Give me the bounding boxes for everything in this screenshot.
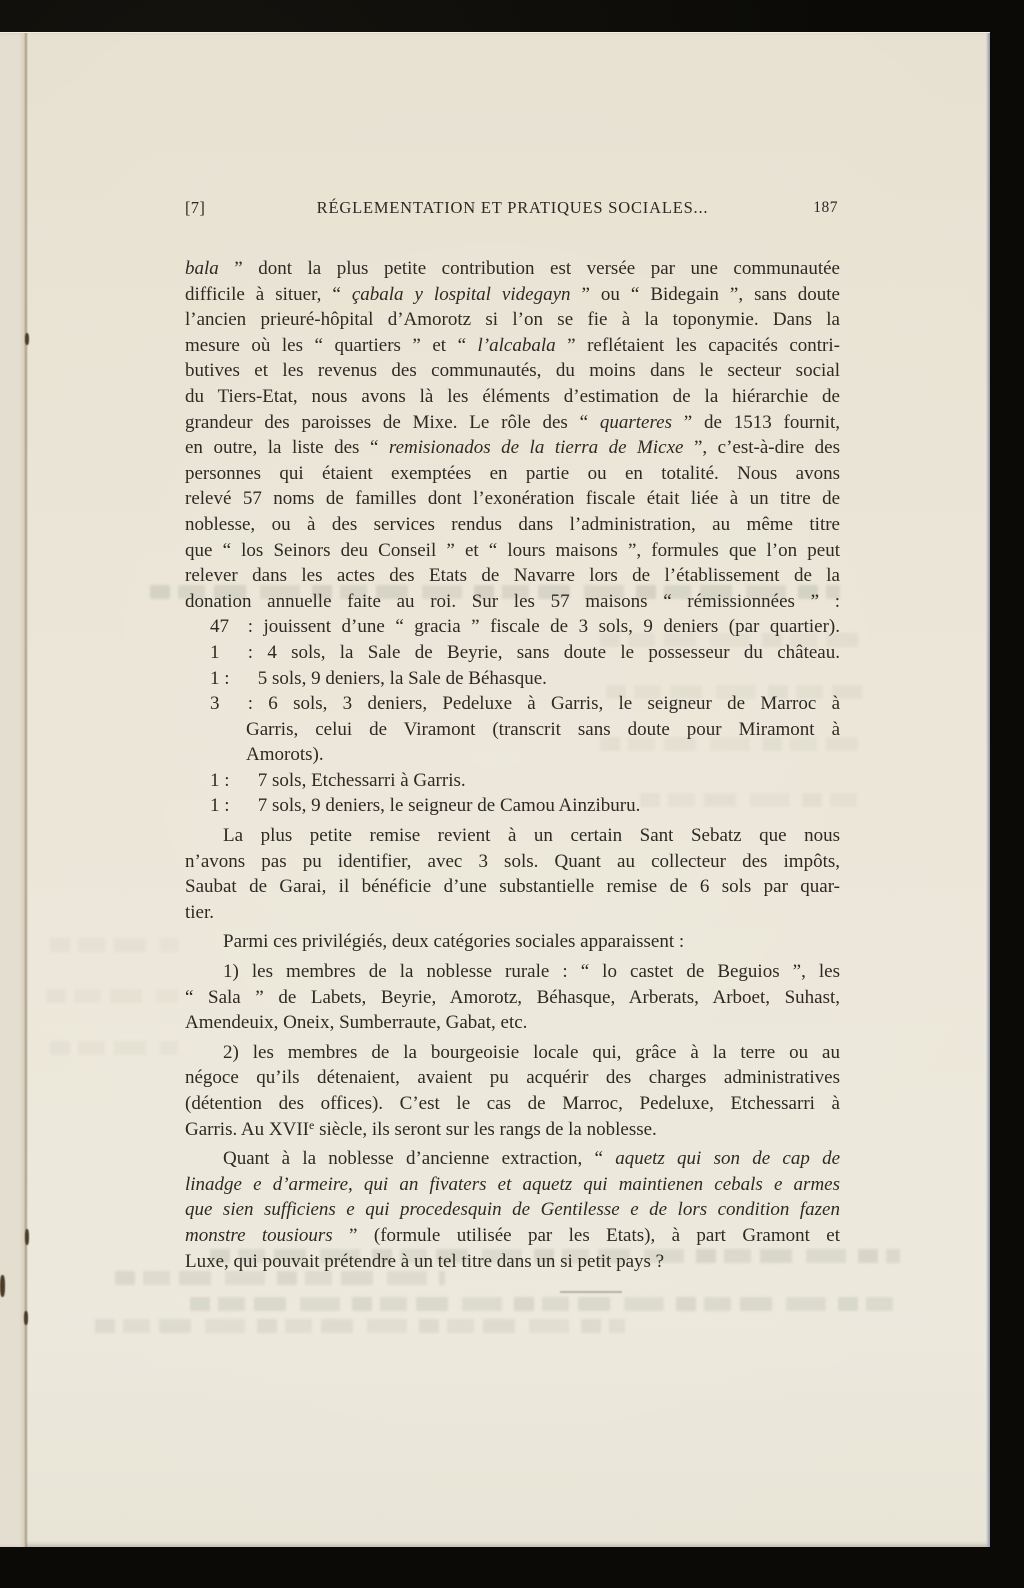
text-segment: butives et les revenus des communautés, du moins dans le secteur social	[185, 360, 840, 382]
text-line	[185, 1249, 840, 1275]
text-segment: Garris. Au XVII	[185, 1118, 310, 1140]
text-segment: jouissent d’une “ gracia ” fiscale de 3 sols, 9 deniers (par quartier).	[263, 616, 840, 638]
text-segment: 1) les membres de la noblesse rurale : “ lo castet de Beguios ”, les	[223, 961, 840, 983]
text-segment: grandeur des paroisses de Mixe. Le rôle des “	[185, 411, 600, 433]
bleedthrough-rule	[560, 1291, 622, 1293]
text-segment: 6 sols, 3 deniers, Pedeluxe à Garris, le seigneur de Marroc à	[268, 693, 841, 715]
text-line	[210, 742, 840, 768]
text-line	[185, 1091, 840, 1117]
text-segment: Saubat de Garai, il bénéficie d’une substantielle remise de 6 sols par quar-	[185, 876, 840, 898]
text-line	[185, 823, 840, 849]
text-line	[185, 563, 840, 589]
text-line	[185, 384, 840, 410]
text-line	[210, 717, 840, 743]
text-line	[185, 1040, 840, 1066]
running-head	[185, 198, 840, 220]
text-segment: mesure où les “ quartiers ” et “	[185, 334, 478, 356]
text-segment: ” ou “ Bidegain ”, sans doute	[570, 283, 840, 305]
text-segment: que “ los Seinors deu Conseil ” et “ lours maisons ”, formules que l’on peut	[185, 539, 840, 561]
text-segment: “ Sala ” de Labets, Beyrie, Amorotz, Béhasque, Arberats, Arboet, Suhast,	[185, 986, 840, 1008]
text-segment: Amendeuix, Oneix, Sumberraute, Gabat, etc.	[185, 1012, 528, 1034]
text-segment: du Tiers-Etat, nous avons là les éléments d’estimation de la hiérarchie de	[185, 385, 840, 407]
text-segment: ” de 1513 fournit,	[671, 411, 840, 433]
text-segment: Parmi ces privilégiés, deux catégories sociales apparaissent :	[223, 931, 685, 953]
list-count: 3 :	[210, 693, 253, 715]
text-line	[210, 666, 840, 692]
text-segment: bala	[185, 258, 219, 279]
text-line	[210, 691, 840, 717]
page-content	[185, 198, 840, 1274]
list-count: 47 :	[210, 616, 253, 638]
text-segment: Amorots).	[246, 744, 324, 766]
text-segment: relevé 57 noms de familles dont l’exonération fiscale était liée à un titre de	[185, 488, 840, 510]
text-line	[185, 410, 840, 436]
text-segment: monstre tousiours	[185, 1224, 333, 1246]
paragraph	[185, 256, 840, 614]
text-line	[185, 282, 840, 308]
page-edge-strip	[0, 33, 26, 1547]
text-segment: Quant à la noblesse d’ancienne extraction, “	[223, 1148, 616, 1170]
text-line	[210, 640, 840, 666]
text-segment: ” dont la plus petite contribution est versée par une communautée	[218, 258, 840, 279]
text-line	[185, 959, 840, 985]
ink-speck	[25, 333, 29, 345]
paragraph	[185, 929, 840, 955]
text-line	[185, 1172, 840, 1198]
paragraph	[185, 959, 840, 1036]
text-segment: 4 sols, la Sale de Beyrie, sans doute le possesseur du château.	[267, 641, 840, 663]
text-line	[210, 768, 840, 794]
bleedthrough-ghost	[95, 1319, 625, 1333]
text-segment: siècle, ils seront sur les rangs de la noblesse.	[314, 1118, 657, 1140]
text-segment: personnes qui étaient exemptées en partie ou en totalité. Nous avons	[185, 462, 840, 484]
text-line	[185, 1197, 840, 1223]
remission-list	[185, 614, 840, 819]
text-line	[185, 512, 840, 538]
page-body	[185, 256, 840, 1274]
bleedthrough-ghost	[50, 1041, 178, 1055]
text-segment: 7 sols, 9 deniers, le seigneur de Camou Ainziburu.	[257, 795, 641, 817]
bleedthrough-ghost	[50, 938, 178, 952]
list-count: 1 :	[210, 641, 253, 663]
text-segment: Luxe, qui pouvait prétendre à un tel titre dans un si petit pays ?	[185, 1250, 665, 1272]
text-segment: ” reflétaient les capacités contri-	[555, 334, 840, 356]
bleedthrough-ghost	[190, 1297, 902, 1311]
text-line	[185, 1223, 840, 1249]
paragraph	[185, 1146, 840, 1274]
text-segment: (détention des offices). C’est le cas de Marroc, Pedeluxe, Etchessarri à	[185, 1093, 840, 1114]
text-line	[185, 358, 840, 384]
text-line	[210, 614, 840, 640]
text-segment: tier.	[185, 901, 215, 923]
text-segment: que sien sufficiens e qui procedesquin de Gentilesse e de lors condition fazen	[185, 1199, 840, 1221]
text-segment: l’alcabala	[477, 334, 556, 356]
text-line	[210, 793, 840, 819]
ink-speck	[25, 1229, 29, 1245]
paper-page	[0, 32, 990, 1547]
bleedthrough-ghost	[46, 989, 178, 1003]
ink-speck	[0, 1275, 5, 1297]
text-line	[185, 985, 840, 1011]
article-section-bracket: [7]	[185, 198, 206, 217]
text-line	[185, 435, 840, 461]
text-segment: 5 sols, 9 deniers, la Sale de Béhasque.	[257, 667, 547, 689]
text-segment: ”, c’est-à-dire des	[683, 437, 840, 459]
text-segment: en outre, la liste des “	[185, 437, 389, 459]
text-segment: aquetz qui son de cap de	[615, 1148, 840, 1170]
ink-speck	[24, 1311, 28, 1325]
text-segment: 2) les membres de la bourgeoisie locale qui, grâce à la terre ou au	[223, 1041, 840, 1063]
text-segment: linadge e d’armeire, qui an fivaters et aquetz qui maintienen cebals e armes	[185, 1173, 840, 1195]
text-segment: çabala y lospital videgayn	[351, 283, 571, 305]
text-segment: difficile à situer, “	[185, 283, 352, 305]
text-segment: n’avons pas pu identifier, avec 3 sols. Quant au collecteur des impôts,	[185, 850, 840, 872]
text-line	[185, 461, 840, 487]
text-segment: noblesse, ou à des services rendus dans l’administration, au même titre	[185, 513, 840, 535]
text-line	[185, 1065, 840, 1091]
text-segment: Garris, celui de Viramont (transcrit sans doute pour Miramont à	[246, 718, 840, 740]
text-segment: ” (formule utilisée par les Etats), à part Gramont et	[332, 1224, 840, 1246]
paragraph	[185, 1040, 840, 1142]
text-line	[185, 307, 840, 333]
list-count: 1 :	[210, 769, 230, 791]
text-segment: remisionados de la tierra de Micxe	[388, 437, 684, 459]
list-count: 1 :	[210, 795, 230, 817]
text-line	[185, 874, 840, 900]
text-line	[185, 486, 840, 512]
page-number: 187	[813, 199, 838, 216]
text-line	[185, 1117, 840, 1143]
text-line	[185, 256, 840, 282]
text-segment: quarteres	[599, 411, 672, 433]
paragraph	[185, 823, 840, 925]
text-segment: La plus petite remise revient à un certain Sant Sebatz que nous	[223, 825, 840, 847]
text-line	[185, 538, 840, 564]
text-line	[185, 900, 840, 926]
running-title: RÉGLEMENTATION ET PRATIQUES SOCIALES...	[316, 198, 709, 217]
list-count: 1 :	[210, 667, 230, 689]
text-segment: e	[309, 1117, 315, 1132]
text-segment: l’ancien prieuré-hôpital d’Amorotz si l’on se fie à la toponymie. Dans la	[185, 309, 840, 331]
text-line	[185, 333, 840, 359]
text-segment: donation annuelle faite au roi. Sur les 57 maisons “ rémissionnées ” :	[185, 590, 840, 612]
text-line	[185, 929, 840, 955]
text-line	[185, 849, 840, 875]
text-line	[185, 1010, 840, 1036]
text-segment: relever dans les actes des Etats de Navarre lors de l’établissement de la	[185, 565, 840, 587]
text-line	[185, 1146, 840, 1172]
text-segment: négoce qu’ils détenaient, avaient pu acquérir des charges administratives	[185, 1067, 840, 1089]
text-segment: 7 sols, Etchessarri à Garris.	[257, 769, 466, 791]
text-line	[185, 589, 840, 615]
